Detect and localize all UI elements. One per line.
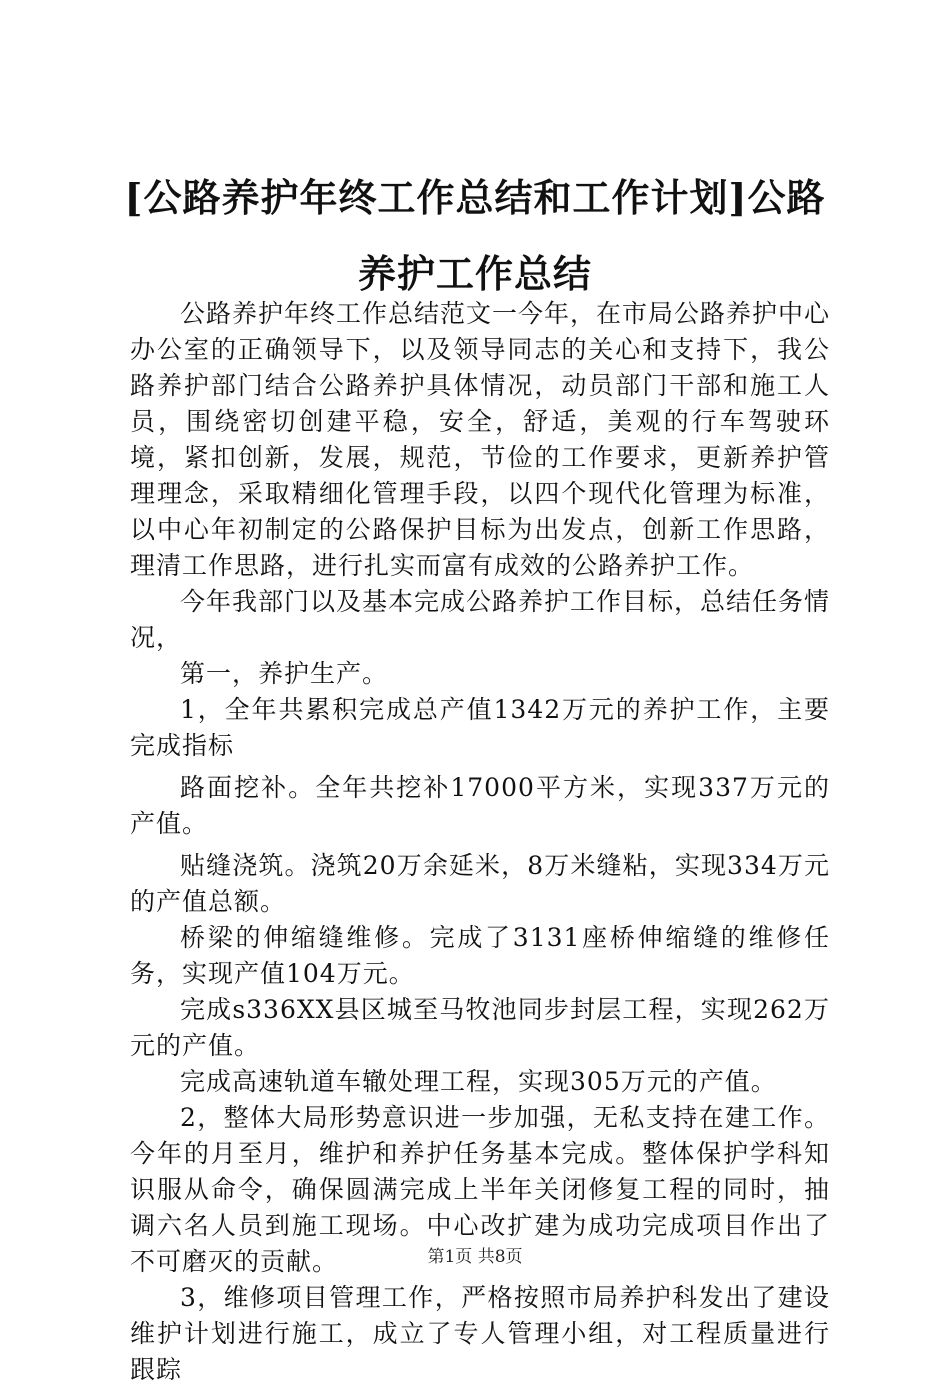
paragraph-item-3: 3，维修项目管理工作，严格按照市局养护科发出了建设维护计划进行施工，成立了专人管理小组，对工程质量进行跟踪 xyxy=(130,1283,830,1384)
document-body xyxy=(130,296,830,1388)
paragraph-s336-project: 完成s336XX县区城至马牧池同步封层工程，实现262万元的产值。 xyxy=(130,995,830,1060)
paragraph-section-1-heading: 第一，养护生产。 xyxy=(180,659,389,688)
paragraph-item-2: 2，整体大局形势意识进一步加强，无私支持在建工作。今年的月至月，维护和养护任务基本完成。整体保护学科知识服从命令，确保圆满完成上半年关闭修复工程的同时，抽调六名人员到施工现场。中心改扩建为成功完成项目作出了不可磨灭的贡献。 xyxy=(130,1103,830,1276)
paragraph-summary-lead: 今年我部门以及基本完成公路养护工作目标，总结任务情况， xyxy=(130,587,831,652)
paragraph-crack-sealing: 贴缝浇筑。浇筑20万余延米，8万米缝粘，实现334万元的产值总额。 xyxy=(130,851,830,916)
paragraph-pavement-repair: 路面挖补。全年共挖补17000平方米，实现337万元的产值。 xyxy=(130,773,830,838)
page-number-footer: 第1页 共8页 xyxy=(427,1247,523,1267)
paragraph-intro: 公路养护年终工作总结范文一今年，在市局公路养护中心办公室的正确领导下，以及领导同志的关心和支持下，我公路养护部门结合公路养护具体情况，动员部门干部和施工人员，围绕密切创建平稳，安全，舒适，美观的行车驾驶环境，紧扣创新，发展，规范，节俭的工作要求，更新养护管理理念，采取精细化管理手段，以四个现代化管理为标准，以中心年初制定的公路保护目标为出发点，创新工作思路，理清工作思路，进行扎实而富有成效的公路养护工作。 xyxy=(130,299,831,580)
paragraph-bridge-joints: 桥梁的伸缩缝维修。完成了3131座桥伸缩缝的维修任务，实现产值104万元。 xyxy=(130,923,830,988)
document-title: [公路养护年终工作总结和工作计划]公路养护工作总结 xyxy=(124,175,826,296)
paragraph-rut-treatment: 完成高速轨道车辙处理工程，实现305万元的产值。 xyxy=(180,1067,777,1096)
paragraph-item-1: 1，全年共累积完成总产值1342万元的养护工作，主要完成指标 xyxy=(130,695,830,760)
